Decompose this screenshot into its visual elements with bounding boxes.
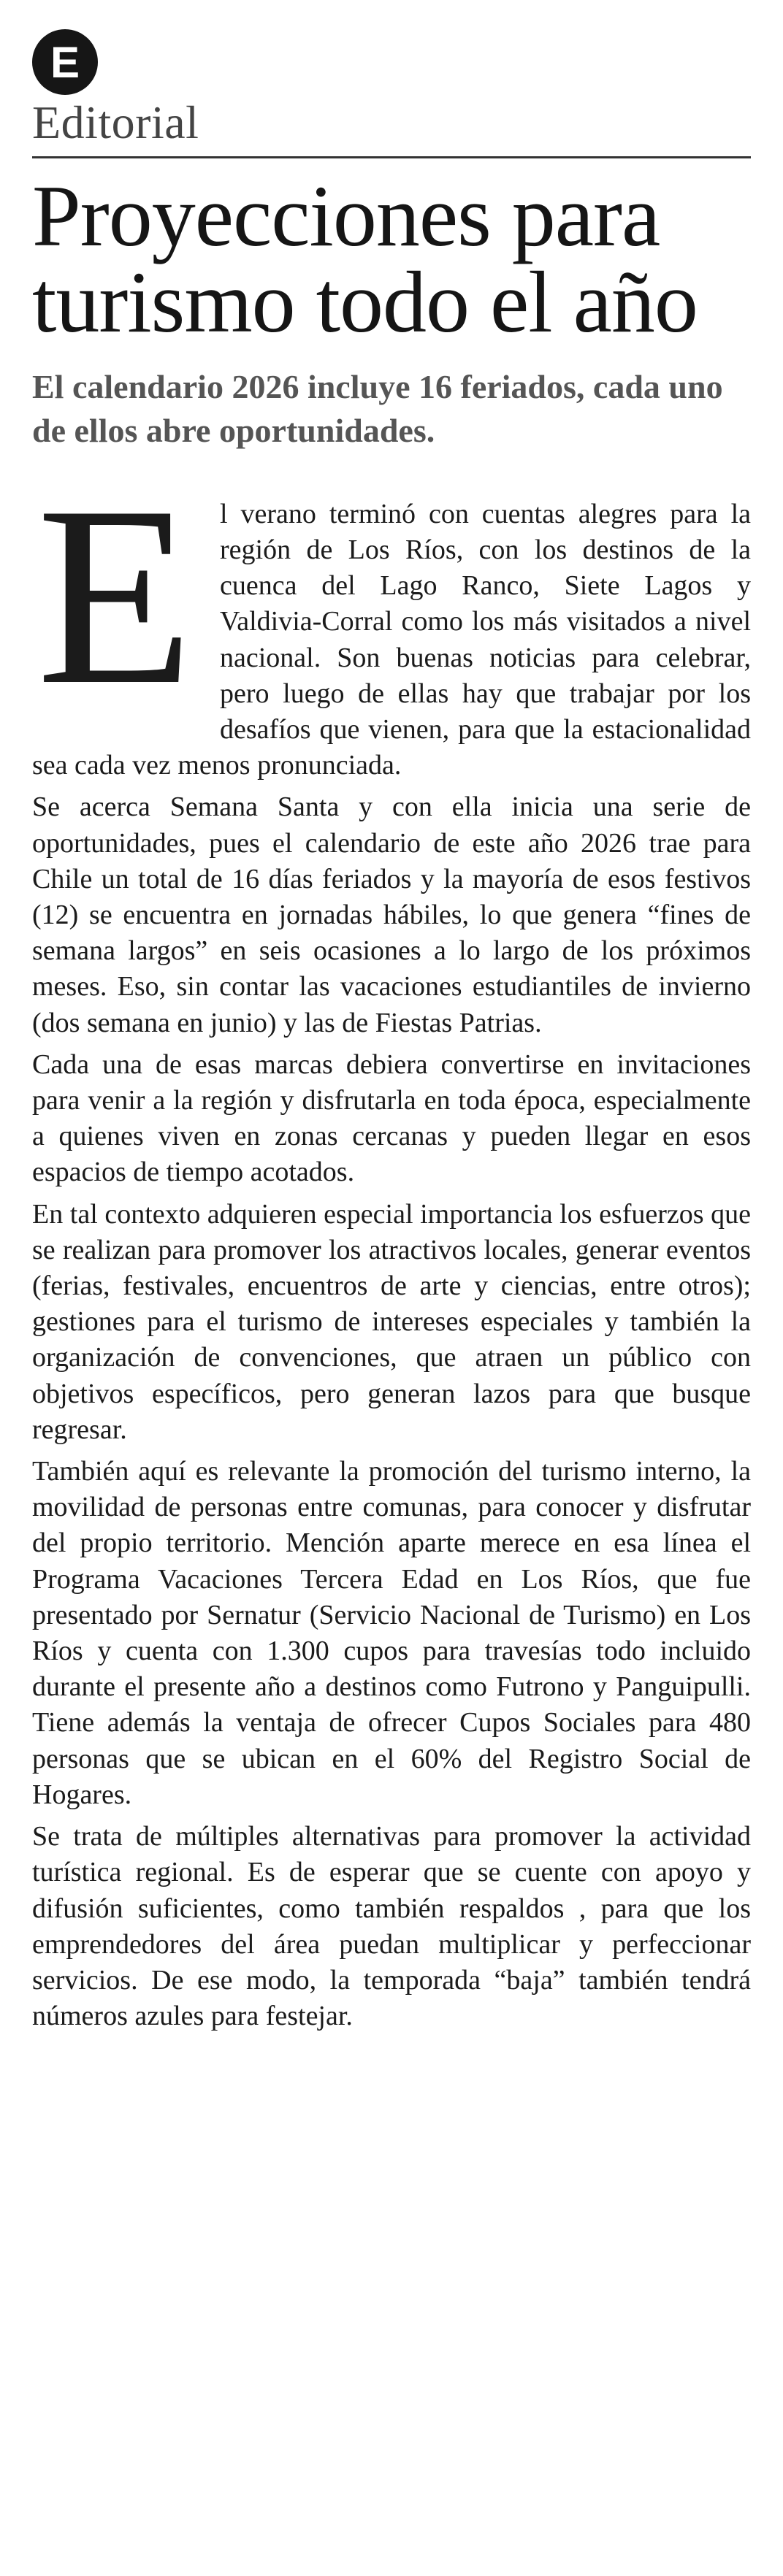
- editorial-badge-icon: E: [32, 29, 98, 95]
- drop-cap: E: [37, 453, 194, 738]
- body-paragraph: Se trata de múltiples alternativas para promover la actividad turística regional. Es de esperar que se cuente con apoyo y difusión suficientes, como también respaldos , para que los emprendedores del área puedan multiplicar y perfeccionar servicios. De ese modo, la temporada “baja” también tendrá números azules para festejar.: [32, 1821, 751, 2032]
- article-body: [32, 453, 751, 2035]
- headline: Proyecciones para turismo todo el año: [32, 167, 698, 350]
- lead-paragraph: [32, 453, 751, 784]
- body-paragraph: Se acerca Semana Santa y con ella inicia una serie de oportunidades, pues el calendario de este año 2026 trae para Chile un total de 16 días feriados y la mayoría de esos festivos (12) se encuentra en jornadas hábiles, lo que genera “fines de semana largos” en seis ocasiones a lo largo de los próximos meses. Eso, sin contar las vacaciones estudiantiles de invierno (dos semana en junio) y las de Fiestas Patrias.: [32, 791, 751, 1038]
- lead-paragraph-text: l verano terminó con cuentas alegres para la región de Los Ríos, con los destinos de la cuenca del Lago Ranco, Siete Lagos y Valdivia-Corral como los más visitados a nivel nacional. Son buenas noticias para celebrar, pero luego de ellas hay que trabajar por los desafíos que vienen, para que la estacionalidad sea cada vez menos pronunciada.: [32, 498, 751, 781]
- section-label: Editorial: [32, 96, 199, 148]
- body-paragraph: En tal contexto adquieren especial importancia los esfuerzos que se realizan para promover los atractivos locales, generar eventos (ferias, festivales, encuentros de arte y ciencias, entre otros); gestiones para el turismo de intereses especiales y también la organización de convenciones, que atraen un público con objetivos específicos, pero generan lazos para que busque regresar.: [32, 1198, 751, 1445]
- body-paragraph: Cada una de esas marcas debiera convertirse en invitaciones para venir a la región y disfrutarla en toda época, especialmente a quienes viven en zonas cercanas y pueden llegar en esos espacios de tiempo acotados.: [32, 1049, 751, 1188]
- deck: El calendario 2026 incluye 16 feriados, cada uno de ellos abre oportunidades.: [32, 368, 723, 449]
- body-paragraph: También aquí es relevante la promoción del turismo interno, la movilidad de personas entre comunas, para conocer y disfrutar del propio territorio. Mención aparte merece en esa línea el Programa Vacaciones Tercera Edad en Los Ríos, que fue presentado por Sernatur (Servicio Nacional de Turismo) en Los Ríos y cuenta con 1.300 cupos para travesías todo incluido durante el presente año a destinos como Futrono y Panguipulli. Tiene además la ventaja de ofrecer Cupos Sociales para 480 personas que se ubican en el 60% del Registro Social de Hogares.: [32, 1456, 751, 1810]
- section-divider: [32, 156, 751, 158]
